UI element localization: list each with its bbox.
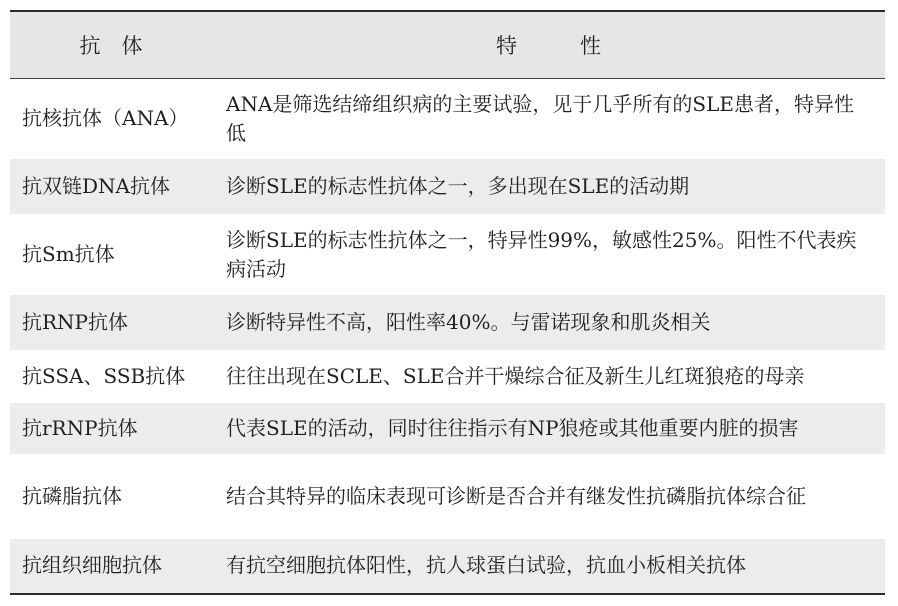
antibody-cell: 抗组织细胞抗体 (10, 539, 212, 593)
header-antibody: 抗 体 (10, 12, 212, 79)
property-cell: 结合其特异的临床表现可诊断是否合并有继发性抗磷脂抗体综合征 (212, 455, 885, 539)
antibody-cell: 抗核抗体（ANA） (10, 79, 212, 159)
antibody-cell: 抗SSA、SSB抗体 (10, 351, 212, 403)
property-cell: ANA是筛选结缔组织病的主要试验，见于几乎所有的SLE患者，特异性低 (212, 79, 885, 159)
table-row (10, 295, 885, 351)
property-cell: 往往出现在SCLE、SLE合并干燥综合征及新生儿红斑狼疮的母亲 (212, 351, 885, 403)
table-row (10, 159, 885, 215)
antibody-cell: 抗磷脂抗体 (10, 455, 212, 539)
antibody-cell: 抗双链DNA抗体 (10, 159, 212, 215)
antibody-cell: 抗rRNP抗体 (10, 403, 212, 455)
property-cell: 代表SLE的活动，同时往往指示有NP狼疮或其他重要内脏的损害 (212, 403, 885, 455)
table-row (10, 215, 885, 295)
table-row (10, 455, 885, 539)
property-cell: 诊断SLE的标志性抗体之一，特异性99%，敏感性25%。阳性不代表疾病活动 (212, 215, 885, 295)
property-cell: 有抗空细胞抗体阳性，抗人球蛋白试验，抗血小板相关抗体 (212, 539, 885, 593)
table-row (10, 351, 885, 403)
antibody-cell: 抗RNP抗体 (10, 295, 212, 351)
table-row (10, 403, 885, 455)
table-row (10, 79, 885, 159)
table-header-row (10, 12, 885, 79)
antibody-table (10, 12, 885, 593)
table-row (10, 539, 885, 593)
antibody-cell: 抗Sm抗体 (10, 215, 212, 295)
antibody-table-container (10, 10, 885, 595)
property-cell: 诊断特异性不高，阳性率40%。与雷诺现象和肌炎相关 (212, 295, 885, 351)
property-cell: 诊断SLE的标志性抗体之一，多出现在SLE的活动期 (212, 159, 885, 215)
header-property: 特 性 (212, 12, 885, 79)
